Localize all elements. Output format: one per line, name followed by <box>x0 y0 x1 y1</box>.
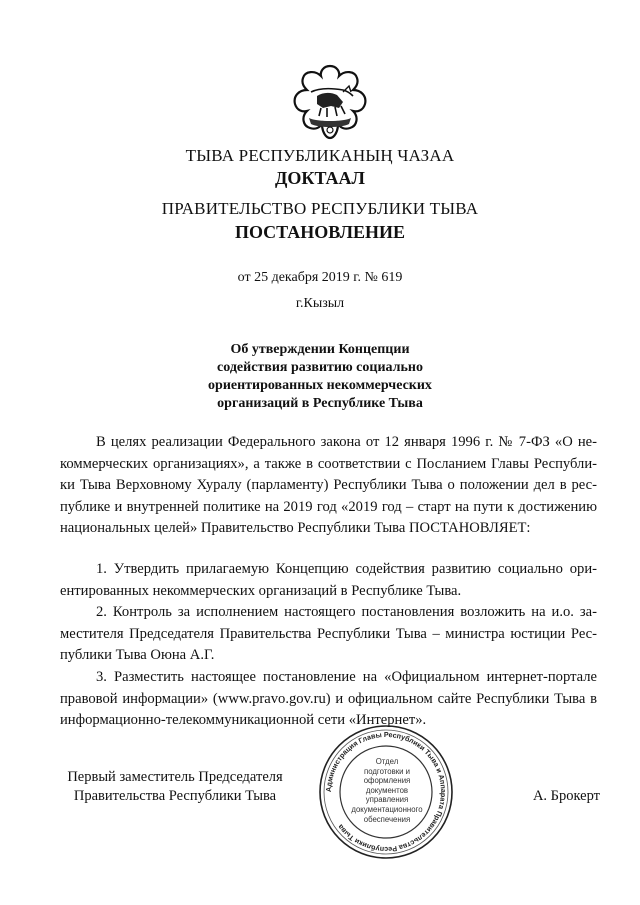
stamp-ring-text: Администрация Главы Республики Тыва и Аппарата Правительства Республики Тыва <box>323 729 449 855</box>
item-1-line: 1. Утвердить прилагаемую Концепцию содействия развитию социально ори- <box>96 561 597 577</box>
stamp-line: обеспечения <box>363 814 411 824</box>
item-3-line: информационно-телекоммуникационной сети «Интернет». <box>60 712 427 729</box>
decree-items <box>60 559 597 732</box>
stamp-inner-text <box>351 757 423 824</box>
stamp-line: документационного <box>351 804 423 814</box>
stamp-line: оформления документов <box>363 776 411 795</box>
preamble-line: публике и внутренней политике на 2019 год «2019 год – старт на пути к достижению <box>60 498 597 515</box>
item-2-line: публики Тыва Оюна А.Г. <box>60 647 215 664</box>
document-date-number: от 25 декабря 2019 г. № 619 <box>237 270 403 285</box>
title-line: организаций в Республике Тыва <box>217 396 423 411</box>
header-tuvan-decree: ДОКТААЛ <box>275 168 365 188</box>
signatory-position <box>60 768 290 806</box>
signatory-position-line: Правительства Республики Тыва <box>73 788 277 804</box>
header-document-type: ПОСТАНОВЛЕНИЕ <box>234 222 406 242</box>
preamble-line: коммерческих организациях», а также в соответствии с Посланием Главы Республи- <box>60 455 597 472</box>
title-line: содействия развитию социально <box>217 360 423 375</box>
preamble-line: национальных целей» Правительство Республики Тыва ПОСТАНОВЛЯЕТ: <box>60 520 531 537</box>
header-government-name: ПРАВИТЕЛЬСТВО РЕСПУБЛИКИ ТЫВА <box>161 199 479 218</box>
item-2-line: местителя Председателя Правительства Республики Тыва – министра юстиции Рес- <box>60 625 597 642</box>
preamble-paragraph <box>60 432 597 540</box>
signatory-name: А. Брокерт <box>532 788 600 804</box>
document-city: г.Кызыл <box>295 296 345 311</box>
stamp-line: управления <box>365 795 409 805</box>
title-line: ориентированных некоммерческих <box>208 378 432 393</box>
stamp-line: подготовки и <box>363 766 411 776</box>
item-1-line: ентированных некоммерческих организаций в Республике Тыва. <box>60 582 462 599</box>
signatory-position-line: Первый заместитель Председателя <box>67 769 283 785</box>
preamble-line: ки Тыва Верховному Хуралу (парламенту) Республики Тыва о положении дел в рес- <box>60 477 597 494</box>
item-3-line: правовой информации» (www.pravo.gov.ru) и официальном сайте Республики Тыва в <box>60 690 597 707</box>
preamble-line: В целях реализации Федерального закона от 12 января 1996 г. № 7-ФЗ «О не- <box>96 434 597 450</box>
header-tuvan-government: ТЫВА РЕСПУБЛИКАНЫҢ ЧАЗАА <box>185 146 455 165</box>
title-line: Об утверждении Концепции <box>230 342 410 357</box>
item-3-line: 3. Разместить настоящее постановление на «Официальном интернет-портале <box>96 668 597 685</box>
document-title <box>0 341 640 413</box>
item-2-line: 2. Контроль за исполнением настоящего постановления возложить на и.о. за- <box>96 604 597 621</box>
stamp-line: Отдел <box>375 757 399 766</box>
coat-of-arms-icon <box>287 62 373 142</box>
